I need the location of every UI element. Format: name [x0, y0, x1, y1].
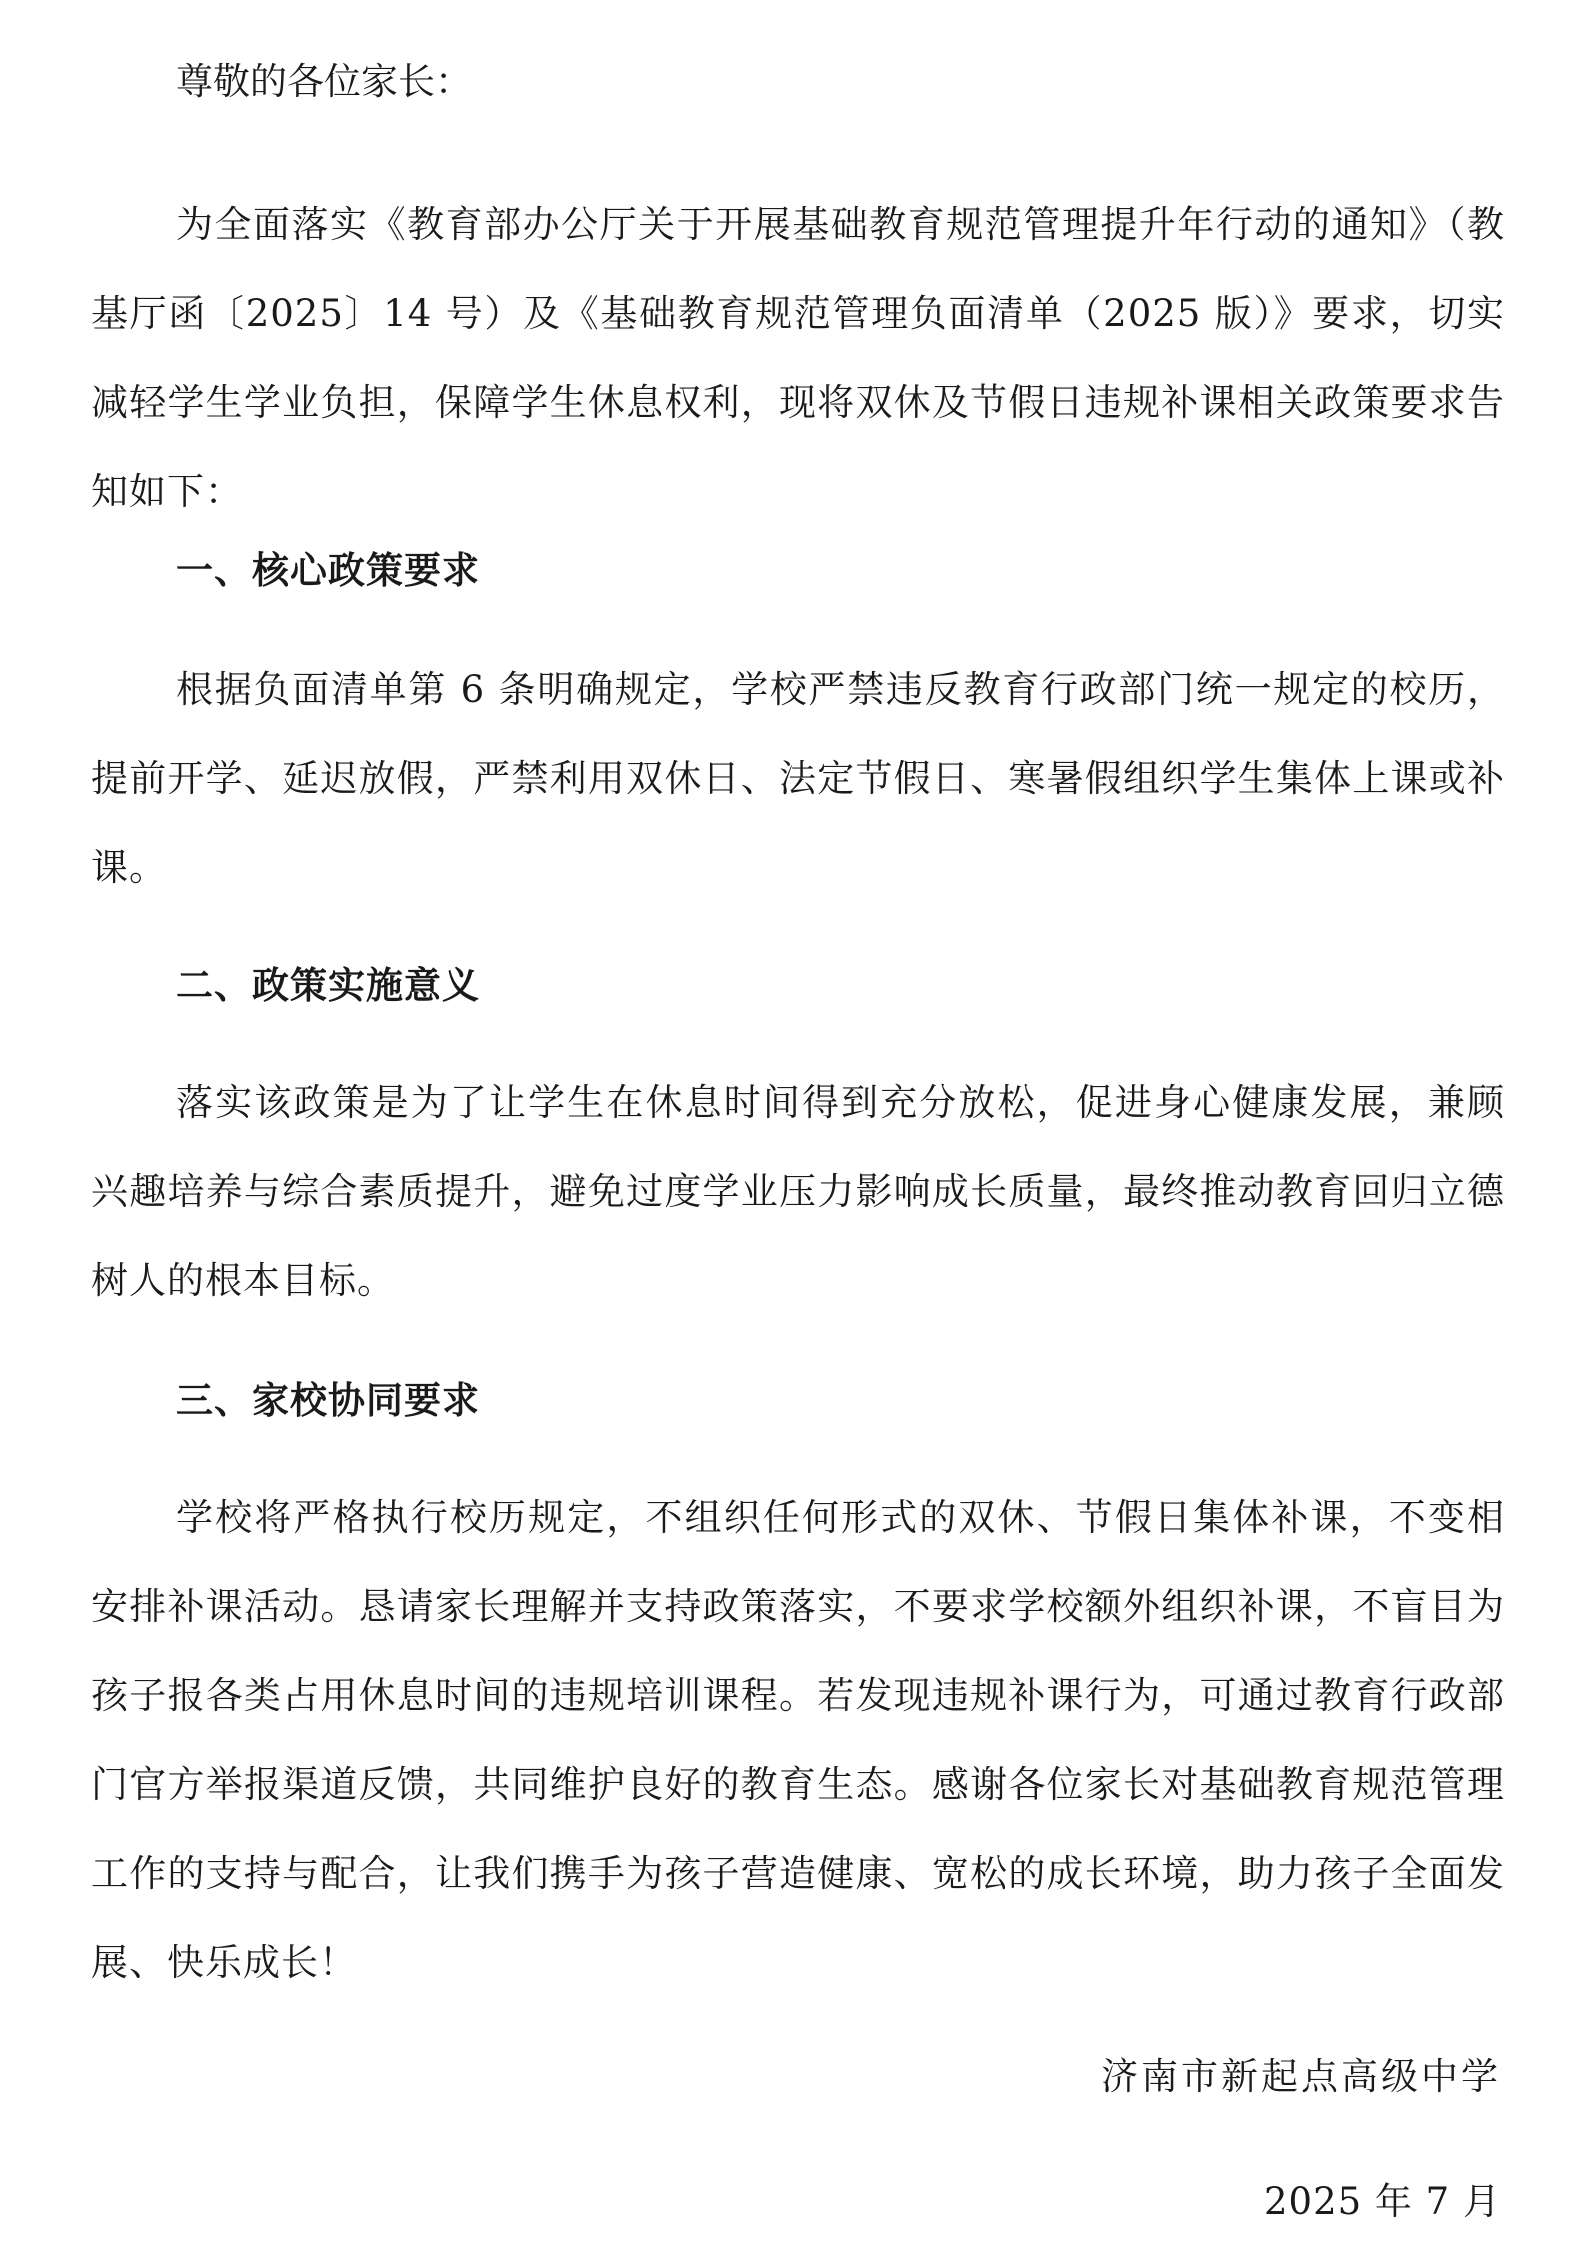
salutation: 尊敬的各位家长： [176, 60, 472, 103]
section-heading-significance: 二、政策实施意义 [176, 963, 480, 1007]
section-heading-core-policy: 一、核心政策要求 [176, 548, 480, 592]
section-body-home-school: 学校将严格执行校历规定，不组织任何形式的双休、节假日集体补课，不变相安排补课活动。恳请家长理解并支持政策落实，不要求学校额外组织补课，不盲目为孩子报各类占用休息时间的违规培训课程。若发现违规补课行为，可通过教育行政部门官方举报渠道反馈，共同维护良好的教育生态。感谢各位家长对基础教育规范管理工作的支持与配合，让我们携手为孩子营造健康、宽松的成长环境，助力孩子全面发展、快乐成长！ [91, 1496, 1505, 1984]
section-heading-home-school: 三、家校协同要求 [176, 1378, 480, 1422]
signer: 济南市新起点高级中学 [1101, 2055, 1501, 2098]
section-body-significance: 落实该政策是为了让学生在休息时间得到充分放松，促进身心健康发展，兼顾兴趣培养与综合素质提升，避免过度学业压力影响成长质量，最终推动教育回归立德树人的根本目标。 [91, 1081, 1505, 1302]
intro-paragraph: 为全面落实《教育部办公厅关于开展基础教育规范管理提升年行动的通知》（教基厅函〔2025〕14 号）及《基础教育规范管理负面清单（2025 版）》要求，切实减轻学生学业负担，保障学生休息权利，现将双休及节假日违规补课相关政策要求告知如下： [91, 203, 1505, 513]
letter-date: 2025 年 7 月 [1264, 2180, 1501, 2223]
section-body-core-policy: 根据负面清单第 6 条明确规定，学校严禁违反教育行政部门统一规定的校历，提前开学、延迟放假，严禁利用双休日、法定节假日、寒暑假组织学生集体上课或补课。 [91, 668, 1505, 889]
